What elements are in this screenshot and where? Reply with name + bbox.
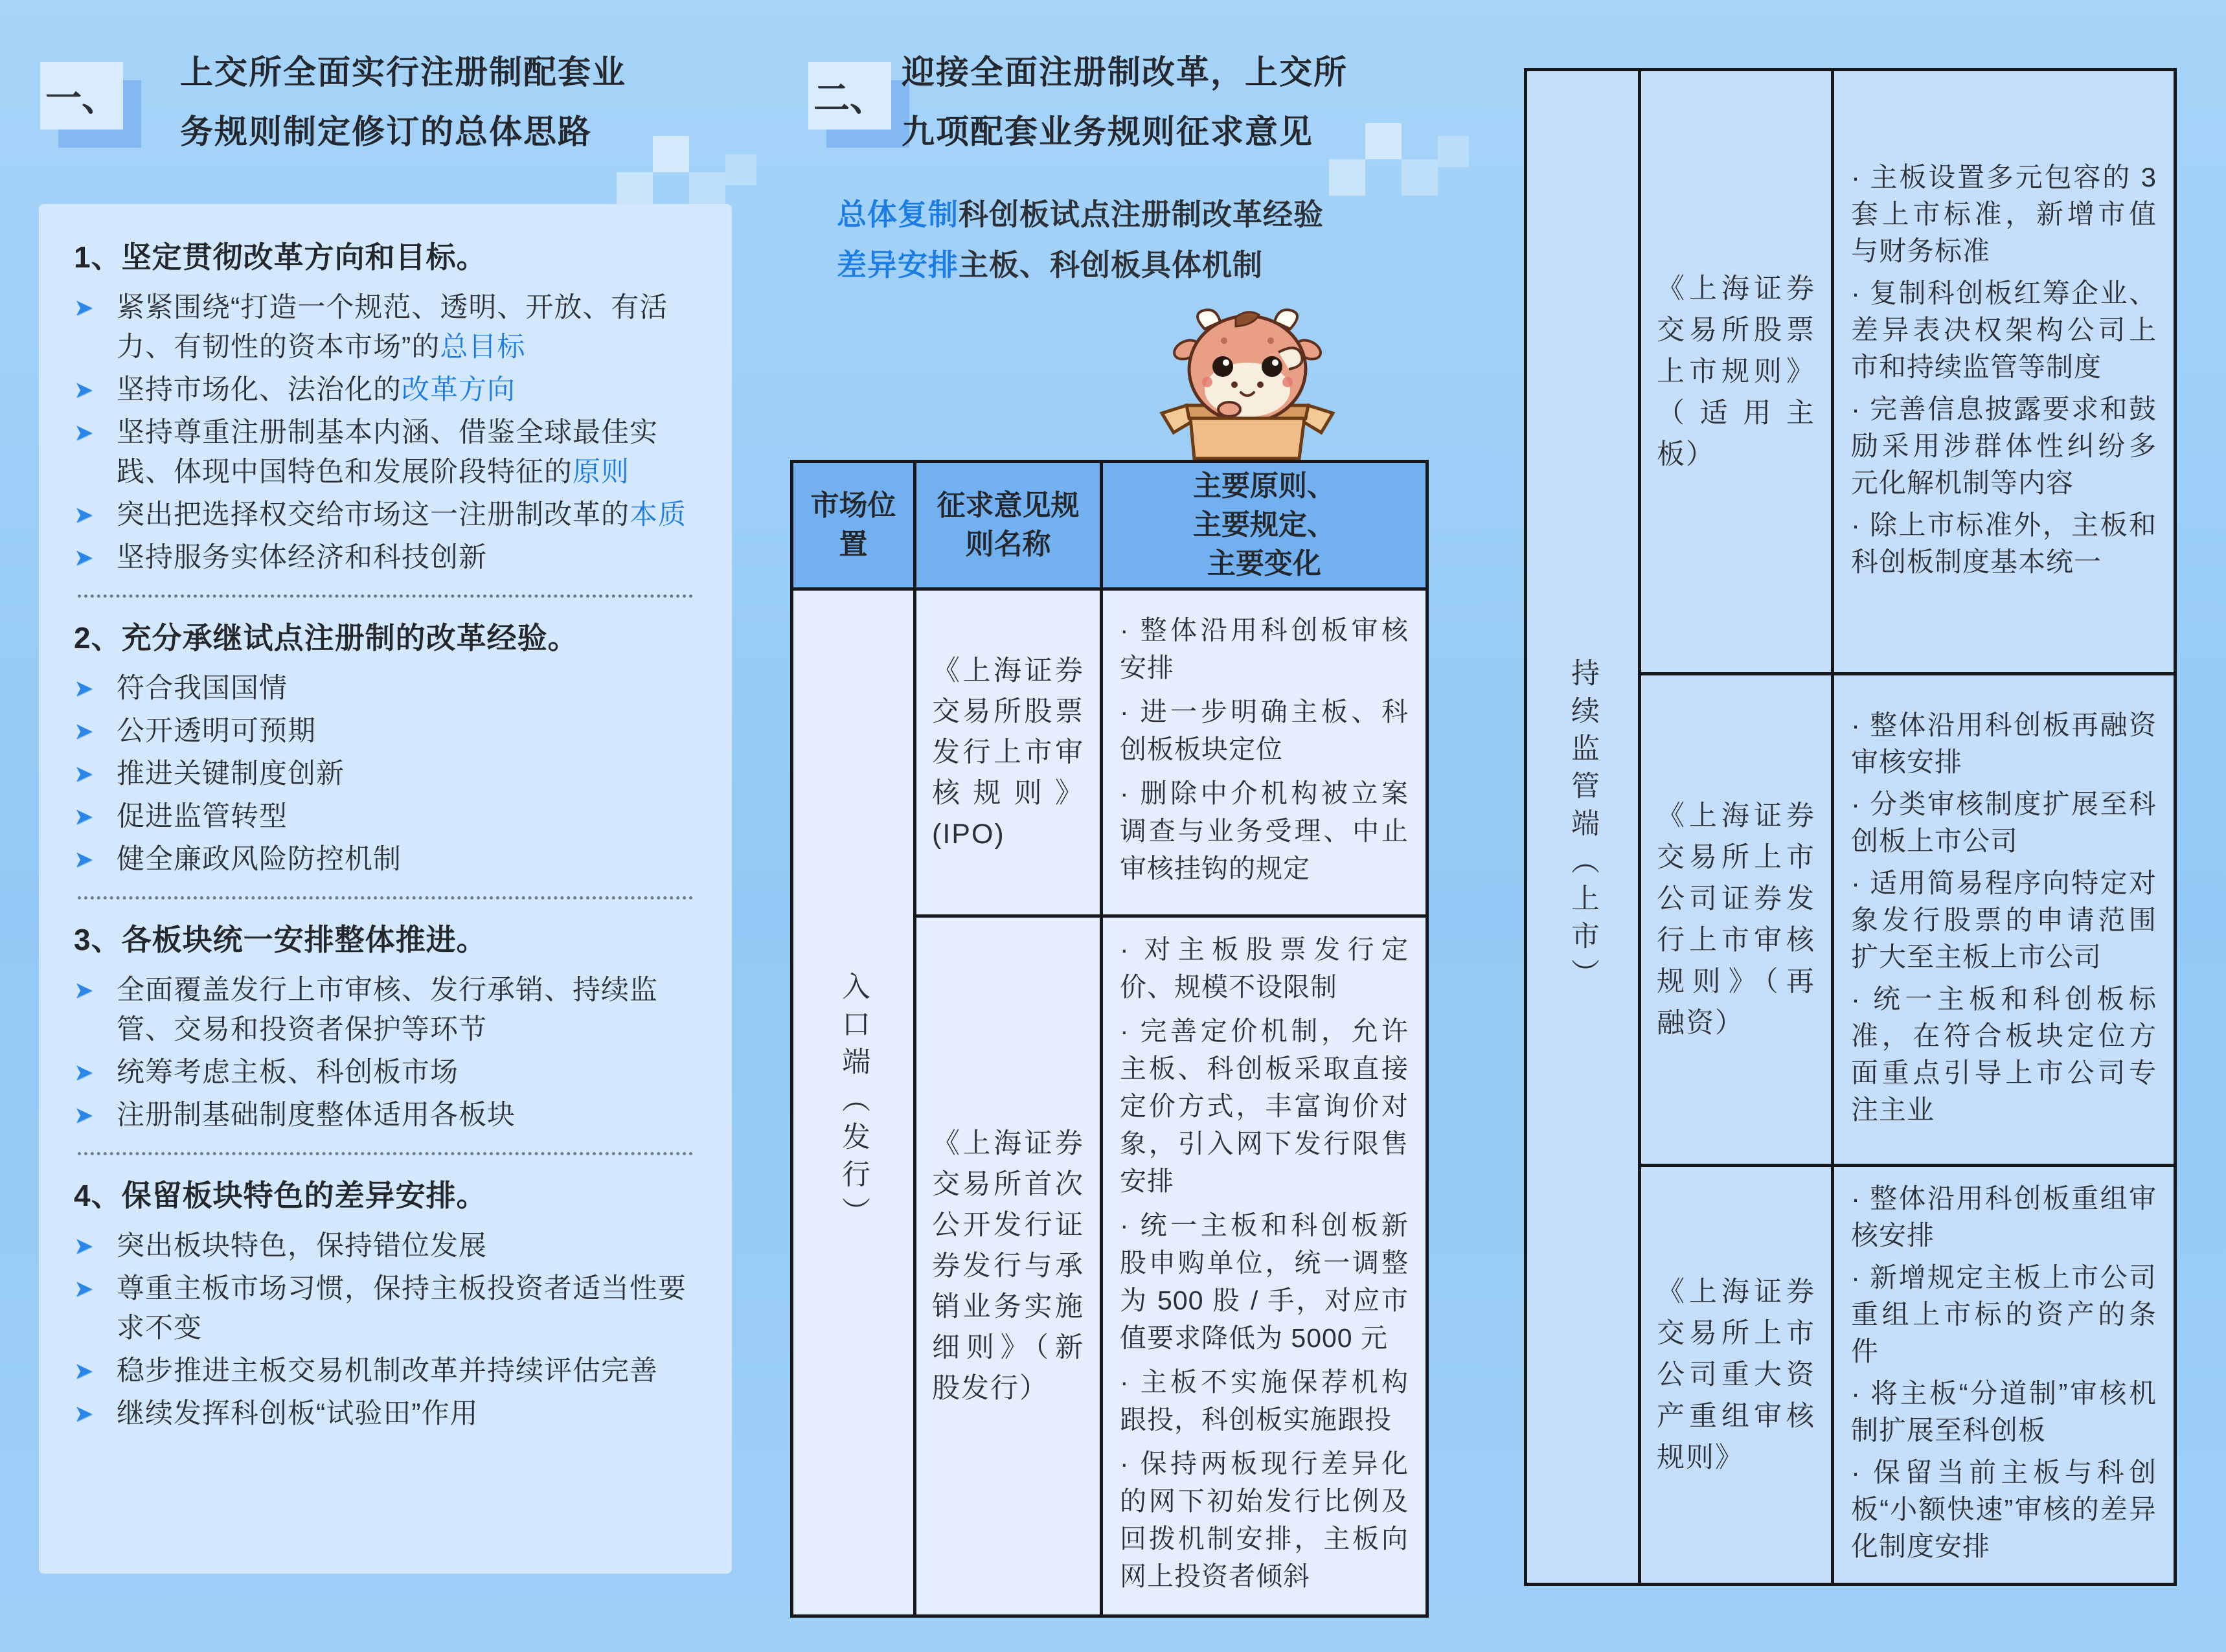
table-row: [792, 589, 1427, 916]
intro-line-copy: [837, 189, 1324, 240]
bullet-item: [74, 1096, 697, 1135]
arrow-bullet-icon: ➤: [74, 675, 94, 701]
pixel-mosaic-decoration: [1329, 123, 1497, 233]
bullet-text: [117, 1352, 658, 1391]
bull-in-box-mascot: [1152, 307, 1343, 461]
section-one-badge: [40, 62, 123, 130]
table-row: [1526, 70, 2175, 674]
highlighted-keyword: 差异安排: [837, 248, 959, 282]
section-heading: 2、充分承继试点注册制的改革经验。: [74, 621, 578, 655]
left-section-1: [74, 236, 697, 578]
key-point: · 主板不实施保荐机构跟投，科创板实施跟投: [1120, 1367, 1409, 1434]
middle-title-line1: 迎接全面注册制改革，上交所: [902, 54, 1348, 91]
bullet-item: [74, 1227, 697, 1266]
vertical-group-label: 持续监管端（上市）: [1567, 658, 1598, 996]
key-points-cell: [1833, 1166, 2175, 1585]
intro-line-diff: [837, 240, 1324, 290]
bullet-item: [74, 1269, 697, 1348]
key-point: · 统一主板和科创板标准，在符合板块定位方面重点引导上市公司专注主业: [1851, 983, 2157, 1125]
plain-text: 健全廉政风险防控机制: [117, 844, 402, 875]
bullet-item: [74, 1352, 697, 1391]
middle-panel-title: [902, 43, 1348, 162]
key-point: · 整体沿用科创板再融资审核安排: [1851, 709, 2157, 777]
rule-name-cell: 《上海证券交易所股票上市规则》（适用主板）: [1640, 70, 1833, 674]
rule-name-cell: 《上海证券交易所首次公开发行证券发行与承销业务实施细则》（新股发行）: [915, 916, 1102, 1616]
rule-name-cell: 《上海证券交易所股票发行上市审核规则》(IPO): [915, 589, 1102, 916]
bullet-item: [74, 538, 697, 578]
rule-name-cell: 《上海证券交易所上市公司证券发行上市审核规则》（再融资）: [1640, 674, 1833, 1166]
bullet-item: [74, 669, 697, 708]
middle-title-line2: 九项配套业务规则征求意见: [902, 113, 1314, 150]
key-point: · 新增规定主板上市公司重组上市标的资产的条件: [1851, 1262, 2157, 1366]
arrow-bullet-icon: ➤: [74, 544, 94, 571]
left-sections-container: [74, 236, 697, 1434]
section-heading: 4、保留板块特色的差异安排。: [74, 1179, 487, 1212]
key-point: · 完善信息披露要求和鼓励采用涉群体性纠纷多元化解机制等内容: [1851, 393, 2157, 498]
arrow-bullet-icon: ➤: [74, 294, 94, 321]
key-point: · 分类审核制度扩展至科创板上市公司: [1851, 788, 2157, 856]
key-point: · 统一主板和科创板新股申购单位，统一调整为 500 股 / 手，对应市值要求降低为 5000 元: [1120, 1210, 1409, 1353]
section-heading: 1、坚定贯彻改革方向和目标。: [74, 240, 487, 274]
bullet-text: [117, 288, 697, 367]
bullet-text: [117, 1096, 516, 1135]
badge-label: 二、: [808, 62, 891, 130]
highlighted-keyword: 本质: [630, 499, 687, 530]
plain-text: 统筹考虑主板、科创板市场: [117, 1057, 459, 1088]
dotted-divider: [78, 594, 693, 598]
left-title-line2: 务规则制定修订的总体思路: [180, 113, 593, 150]
key-point: · 主板设置多元包容的 3 套上市标准，新增市值与财务标准: [1851, 161, 2157, 266]
bullet-text: [117, 1053, 459, 1092]
bullet-item: [74, 971, 697, 1050]
key-point: · 对主板股票发行定价、规模不设限制: [1120, 934, 1409, 1002]
plain-text: 突出把选择权交给市场这一注册制改革的: [117, 499, 630, 530]
bullet-item: [74, 495, 697, 535]
key-points-cell: [1833, 674, 2175, 1166]
arrow-bullet-icon: ➤: [74, 376, 94, 403]
left-panel-title: [180, 43, 626, 162]
bullet-item: [74, 840, 697, 879]
plain-text: 公开透明可预期: [117, 716, 316, 747]
bullet-text: [117, 1394, 479, 1434]
key-point: · 进一步明确主板、科创板板块定位: [1120, 697, 1409, 764]
plain-text: 突出板块特色，保持错位发展: [117, 1230, 487, 1262]
arrow-bullet-icon: ➤: [74, 1357, 94, 1384]
key-point: · 复制科创板红筹企业、差异表决权架构公司上市和持续监管等制度: [1851, 277, 2157, 382]
arrow-bullet-icon: ➤: [74, 803, 94, 830]
plain-text: 符合我国国情: [117, 673, 288, 704]
arrow-bullet-icon: ➤: [74, 846, 94, 872]
dotted-divider: [78, 1152, 693, 1155]
plain-text: 注册制基础制度整体适用各板块: [117, 1100, 516, 1131]
bullet-text: [117, 1269, 697, 1348]
bullet-text: [117, 754, 345, 794]
key-point: · 完善定价机制，允许主板、科创板采取直接定价方式，丰富询价对象，引入网下发行限售安排: [1120, 1016, 1409, 1196]
bullet-item: [74, 754, 697, 794]
bullet-text: [117, 495, 687, 535]
bullet-item: [74, 413, 697, 492]
bullet-item: [74, 370, 697, 410]
right-rules-table: [1524, 68, 2177, 1586]
arrow-bullet-icon: ➤: [74, 1400, 94, 1427]
plain-text: 坚持服务实体经济和科技创新: [117, 542, 487, 573]
key-point: · 保留当前主板与科创板“小额快速”审核的差异化制度安排: [1851, 1457, 2157, 1561]
bullet-text: [117, 797, 288, 837]
arrow-bullet-icon: ➤: [74, 501, 94, 528]
key-points-cell: [1102, 916, 1427, 1616]
middle-intro-block: [837, 189, 1324, 290]
arrow-bullet-icon: ➤: [74, 760, 94, 787]
bullet-text: [117, 370, 516, 410]
bullet-text: [117, 712, 316, 751]
key-point: · 删除中介机构被立案调查与业务受理、中止审核挂钩的规定: [1120, 778, 1409, 883]
key-point: · 适用简易程序向特定对象发行股票的申请范围扩大至主板上市公司: [1851, 867, 2157, 972]
plain-text: 尊重主板市场习惯，保持主板投资者适当性要求不变: [117, 1273, 687, 1344]
plain-text: 全面覆盖发行上市审核、发行承销、持续监管、交易和投资者保护等环节: [117, 975, 658, 1045]
plain-text: 科创板试点注册制改革经验: [959, 198, 1324, 231]
arrow-bullet-icon: ➤: [74, 718, 94, 744]
left-summary-card: [39, 204, 732, 1574]
group-cell-entry-issuance: [792, 589, 915, 1616]
arrow-bullet-icon: ➤: [74, 977, 94, 1003]
bullet-text: [117, 413, 697, 492]
section-two-badge: [808, 62, 891, 130]
plain-text: 坚持尊重注册制基本内涵、借鉴全球最佳实践、体现中国特色和发展阶段特征的: [117, 417, 658, 488]
left-section-2: [74, 617, 697, 879]
bullet-text: [117, 538, 487, 578]
col-header-market-position: 市场位置: [792, 462, 915, 589]
bullet-item: [74, 288, 697, 367]
plain-text: 稳步推进主板交易机制改革并持续评估完善: [117, 1355, 658, 1386]
table-header-row: [792, 462, 1427, 589]
highlighted-keyword: 总目标: [440, 332, 526, 363]
plain-text: 紧紧围绕“打造一个规范、透明、开放、有活力、有韧性的资本市场”的: [117, 292, 668, 363]
key-point: · 整体沿用科创板重组审核安排: [1851, 1183, 2157, 1250]
rule-name-cell: 《上海证券交易所上市公司重大资产重组审核规则》: [1640, 1166, 1833, 1585]
bullet-text: [117, 840, 402, 879]
bullet-item: [74, 1053, 697, 1092]
key-point: · 保持两板现行差异化的网下初始发行比例及回拨机制安排，主板向网上投资者倾斜: [1120, 1449, 1409, 1591]
bullet-item: [74, 797, 697, 837]
bullet-text: [117, 1227, 487, 1266]
bullet-text: [117, 971, 697, 1050]
highlighted-keyword: 总体复制: [837, 198, 959, 231]
arrow-bullet-icon: ➤: [74, 1102, 94, 1128]
plain-text: 促进监管转型: [117, 801, 288, 832]
group-cell-ongoing-supervision: [1526, 70, 1640, 1585]
highlighted-keyword: 原则: [573, 457, 630, 488]
badge-label: 一、: [40, 62, 123, 130]
plain-text: 继续发挥科创板“试验田”作用: [117, 1398, 479, 1429]
plain-text: 坚持市场化、法治化的: [117, 374, 402, 405]
arrow-bullet-icon: ➤: [74, 1059, 94, 1085]
dotted-divider: [78, 896, 693, 900]
left-section-4: [74, 1175, 697, 1434]
key-points-cell: [1833, 70, 2175, 674]
plain-text: 推进关键制度创新: [117, 758, 345, 789]
key-point: · 除上市标准外，主板和科创板制度基本统一: [1851, 509, 2157, 577]
plain-text: 主板、科创板具体机制: [959, 248, 1263, 282]
key-point: · 将主板“分道制”审核机制扩展至科创板: [1851, 1378, 2157, 1445]
key-point: · 整体沿用科创板审核安排: [1120, 615, 1409, 683]
arrow-bullet-icon: ➤: [74, 1232, 94, 1259]
left-section-3: [74, 919, 697, 1135]
bullet-text: [117, 669, 288, 708]
bullet-item: [74, 1394, 697, 1434]
left-title-line1: 上交所全面实行注册制配套业: [180, 54, 627, 91]
highlighted-keyword: 改革方向: [402, 374, 516, 405]
col-header-rule-name: 征求意见规则名称: [915, 462, 1102, 589]
bullet-item: [74, 712, 697, 751]
arrow-bullet-icon: ➤: [74, 419, 94, 446]
arrow-bullet-icon: ➤: [74, 1275, 94, 1302]
key-points-cell: [1102, 589, 1427, 916]
middle-rules-table: [790, 460, 1429, 1618]
section-heading: 3、各板块统一安排整体推进。: [74, 923, 487, 956]
vertical-group-label: 入口端（发行）: [837, 971, 869, 1234]
col-header-principles: 主要原则、 主要规定、 主要变化: [1102, 462, 1427, 589]
